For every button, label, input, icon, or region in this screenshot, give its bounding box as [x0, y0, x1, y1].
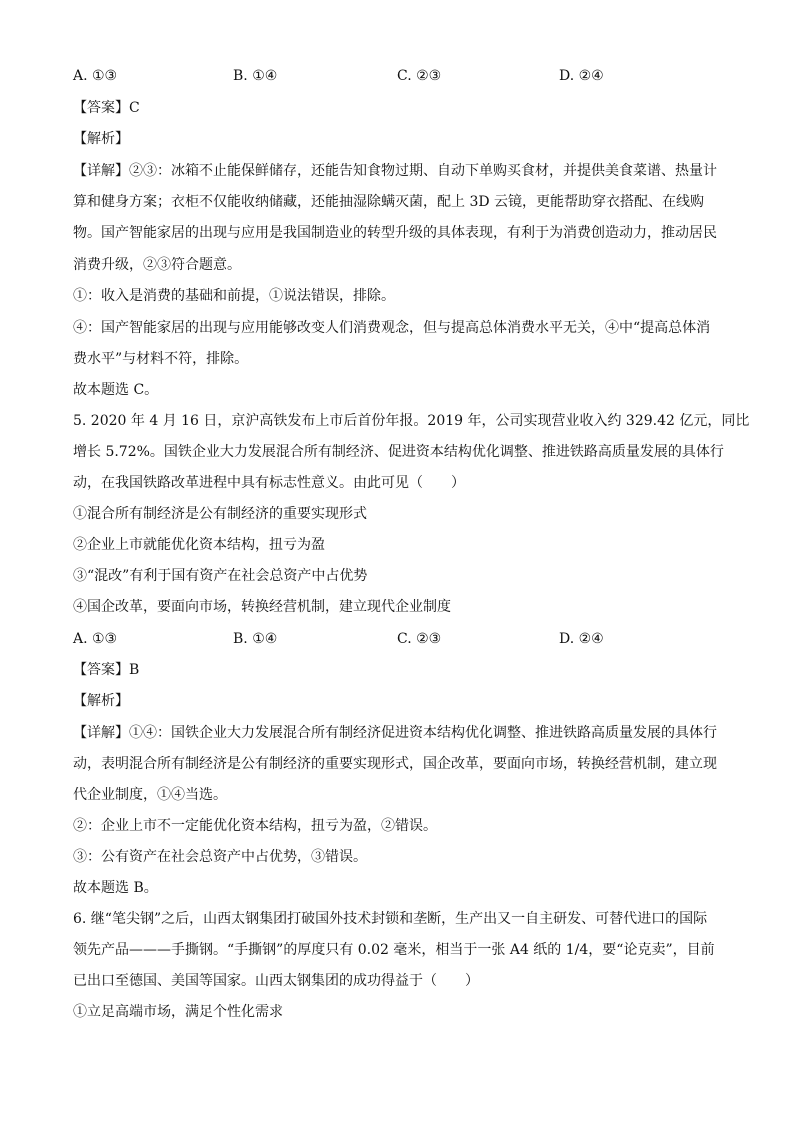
- q4-detail-line: ①：收入是消费的基础和前提，①说法错误，排除。: [73, 288, 395, 304]
- q5-detail-line: 故本题选 B。: [73, 880, 158, 896]
- q5-stem-line: 动，在我国铁路改革进程中具有标志性意义。由此可见（ ）: [73, 475, 465, 491]
- q6-choice: ①立足高端市场，满足个性化需求: [73, 1004, 283, 1020]
- q4-option-a: A. ①③: [73, 68, 118, 84]
- q5-answer: 【答案】B: [73, 662, 140, 678]
- q4-detail-line: 故本题选 C。: [73, 382, 159, 398]
- q4-detail-line: 消费升级，②③符合题意。: [73, 257, 241, 273]
- q4-detail-line: 物。国产智能家居的出现与应用是我国制造业的转型升级的具体表现，有利于为消费创造动力，推动居民: [73, 225, 717, 241]
- q5-option-d: D. ②④: [559, 631, 604, 647]
- q5-detail-line: 动，表明混合所有制经济是公有制经济的重要实现形式，国企改革，要面向市场，转换经营机制，建立现: [73, 756, 717, 772]
- q5-choice: ②企业上市就能优化资本结构，扭亏为盈: [73, 537, 325, 553]
- q5-analysis-label: 【解析】: [73, 693, 129, 709]
- q5-stem-line: 5. 2020 年 4 月 16 日，京沪高铁发布上市后首份年报。2019 年，公司实现营业收入约 329.42 亿元，同比: [73, 413, 750, 429]
- q4-detail-line: 算和健身方案；衣柜不仅能收纳储藏，还能抽湿除螨灭菌，配上 3D 云镜，更能帮助穿衣搭配、在线购: [73, 194, 705, 210]
- q5-choice: ③“混改”有利于国有资产在社会总资产中占优势: [73, 568, 368, 584]
- q4-analysis-label: 【解析】: [73, 131, 129, 147]
- q5-option-b: B. ①④: [233, 631, 278, 647]
- q6-stem-line: 已出口至德国、美国等国家。山西太钢集团的成功得益于（ ）: [73, 973, 479, 989]
- q4-detail-line: 费水平”与材料不符，排除。: [73, 351, 249, 367]
- q5-choice: ④国企改革，要面向市场，转换经营机制，建立现代企业制度: [73, 599, 451, 615]
- q6-stem-line: 6. 继“笔尖钢”之后，山西太钢集团打破国外技术封锁和垄断，生产出又一自主研发、可替代进口的国际: [73, 911, 708, 927]
- q5-detail-line: 代企业制度，①④当选。: [73, 787, 227, 803]
- q4-option-b: B. ①④: [233, 68, 278, 84]
- q5-detail-line: 【详解】①④：国铁企业大力发展混合所有制经济促进资本结构优化调整、推进铁路高质量发展的具体行: [73, 725, 717, 741]
- q6-stem-line: 领先产品———手撕钢。“手撕钢”的厚度只有 0.02 毫米，相当于一张 A4 纸的 1/4，要“论克卖”，目前: [73, 942, 715, 958]
- q5-detail-line: ②：企业上市不一定能优化资本结构，扭亏为盈，②错误。: [73, 818, 437, 834]
- q4-answer: 【答案】C: [73, 100, 140, 116]
- q5-choice: ①混合所有制经济是公有制经济的重要实现形式: [73, 506, 367, 522]
- q4-detail-line: 【详解】②③：冰箱不止能保鲜储存，还能告知食物过期、自动下单购买食材，并提供美食菜谱、热量计: [73, 163, 717, 179]
- q5-option-a: A. ①③: [73, 631, 118, 647]
- q5-detail-line: ③：公有资产在社会总资产中占优势，③错误。: [73, 849, 367, 865]
- q4-detail-line: ④：国产智能家居的出现与应用能够改变人们消费观念，但与提高总体消费水平无关，④中“提高总体消: [73, 320, 711, 336]
- q4-option-c: C. ②③: [397, 68, 442, 84]
- q5-option-c: C. ②③: [397, 631, 442, 647]
- q4-option-d: D. ②④: [559, 68, 604, 84]
- q5-stem-line: 增长 5.72%。国铁企业大力发展混合所有制经济、促进资本结构优化调整、推进铁路高质量发展的具体行: [73, 444, 724, 460]
